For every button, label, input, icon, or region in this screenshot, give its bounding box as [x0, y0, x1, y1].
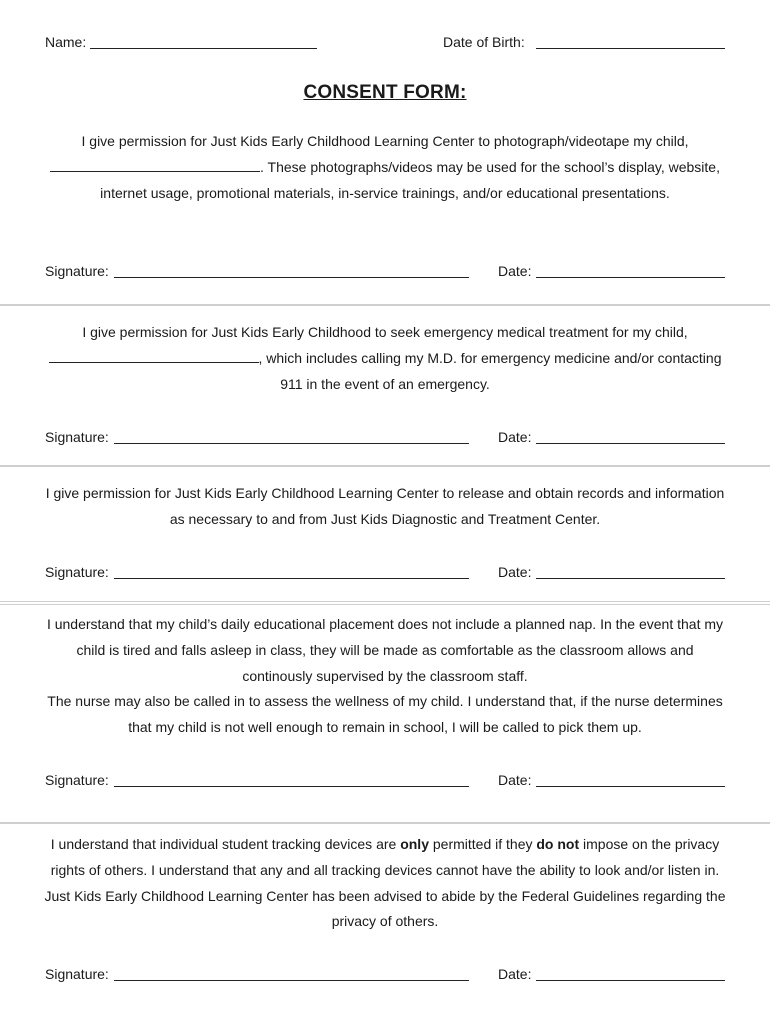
date-field-5[interactable] — [536, 980, 725, 981]
dob-label: Date of Birth: — [443, 34, 525, 50]
child-name-field-photo[interactable] — [50, 157, 260, 172]
nap-wellness-text — [40, 612, 730, 741]
date-label-2: Date: — [498, 429, 532, 445]
records-consent-text: I give permission for Just Kids Early Childhood Learning Center to release and obtain records and information as necessary to and from Just Kids Diagnostic and Treatment Center. — [45, 485, 725, 527]
date-field-2[interactable] — [536, 443, 725, 444]
signature-field-3[interactable] — [114, 578, 469, 579]
date-field-3[interactable] — [536, 578, 725, 579]
tracking-text-part-3: impose on the privacy rights of others. I understand that any and all tracking devices cannot have the ability to look and/or listen in. Just Kids Early Childhood Learning Center has been advised to abide by the Federal Guidelines regarding the privacy of others. — [44, 836, 726, 930]
date-label-5: Date: — [498, 966, 532, 982]
tracking-emphasis-only: only — [400, 836, 429, 852]
page-title: CONSENT FORM: — [303, 82, 467, 103]
signature-field-5[interactable] — [114, 980, 469, 981]
photo-consent-text-pre: I give permission for Just Kids Early Childhood Learning Center to photograph/videotape my child, — [81, 133, 689, 149]
child-name-field-medical[interactable] — [49, 348, 259, 363]
signature-label-3: Signature: — [45, 564, 109, 580]
date-label-4: Date: — [498, 772, 532, 788]
tracking-text-part-2: permitted if they — [428, 836, 537, 852]
section-divider-4 — [0, 822, 770, 824]
tracking-emphasis-do-not: do not — [536, 836, 580, 852]
section-divider-2 — [0, 465, 770, 467]
nap-policy-text: I understand that my child’s daily educational placement does not include a planned nap. In the event that my child is tired and falls asleep in class, they will be made as comfortable as the classroom allows and continously supervised by the classroom staff. — [46, 616, 724, 684]
name-field[interactable] — [90, 48, 317, 49]
signature-label-2: Signature: — [45, 429, 109, 445]
signature-field-1[interactable] — [114, 277, 469, 278]
signature-field-4[interactable] — [114, 786, 469, 787]
date-label-3: Date: — [498, 564, 532, 580]
section-divider-1 — [0, 304, 770, 306]
photo-consent-text — [40, 129, 730, 206]
name-label: Name: — [45, 34, 87, 50]
section-divider-3 — [0, 601, 770, 602]
signature-label-4: Signature: — [45, 772, 109, 788]
date-field-4[interactable] — [536, 786, 725, 787]
dob-field[interactable] — [536, 48, 725, 49]
medical-consent-text-post: , which includes calling my M.D. for emergency medicine and/or contacting 911 in the event of an emergency. — [258, 349, 722, 392]
signature-label-1: Signature: — [45, 263, 109, 279]
date-field-1[interactable] — [536, 277, 725, 278]
medical-consent-text — [40, 320, 730, 397]
nurse-policy-text: The nurse may also be called in to assess the wellness of my child. I understand that, if the nurse determines that my child is not well enough to remain in school, I will be called to pick them up. — [47, 693, 723, 736]
photo-consent-text-post: . These photographs/videos may be used for the school’s display, website, internet usage, promotional materials, in-service trainings, and/or educational presentations. — [100, 158, 720, 201]
signature-label-5: Signature: — [45, 966, 109, 982]
tracking-devices-text — [40, 832, 730, 935]
signature-field-2[interactable] — [114, 443, 469, 444]
tracking-text-part-1: I understand that individual student tracking devices are — [50, 836, 401, 852]
medical-consent-text-pre: I give permission for Just Kids Early Childhood to seek emergency medical treatment for my child, — [82, 324, 688, 340]
date-label-1: Date: — [498, 263, 532, 279]
